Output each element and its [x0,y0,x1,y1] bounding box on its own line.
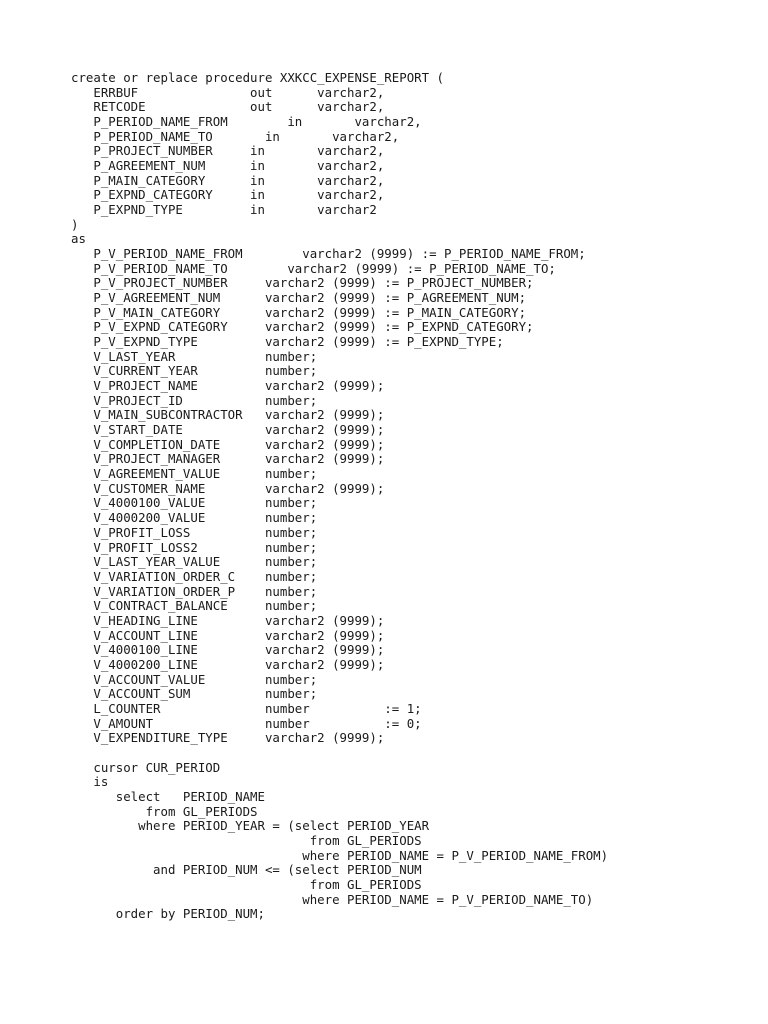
code-line: V_CUSTOMER_NAME varchar2 (9999); [71,480,385,496]
code-line: V_CONTRACT_BALANCE number; [71,598,318,614]
code-line: from GL_PERIODS [71,803,258,819]
code-line: L_COUNTER number := 1; [71,700,422,716]
code-line: V_4000100_LINE varchar2 (9999); [71,642,385,658]
code-line: P_V_EXPND_TYPE varchar2 (9999) := P_EXPND_TYPE; [71,334,504,350]
code-line: where PERIOD_NAME = P_V_PERIOD_NAME_TO) [71,891,594,907]
code-listing [71,71,608,922]
code-line: P_PROJECT_NUMBER in varchar2, [71,143,385,159]
code-line: P_V_PERIOD_NAME_TO varchar2 (9999) := P_PERIOD_NAME_TO; [71,260,556,276]
code-line: select PERIOD_NAME [71,788,265,804]
code-line: V_ACCOUNT_VALUE number; [71,671,318,687]
code-line: V_LAST_YEAR number; [71,348,318,364]
code-line: P_AGREEMENT_NUM in varchar2, [71,158,385,174]
code-line: P_V_PERIOD_NAME_FROM varchar2 (9999) := P_PERIOD_NAME_FROM; [71,246,586,262]
code-line: V_START_DATE varchar2 (9999); [71,422,385,438]
code-line: P_V_AGREEMENT_NUM varchar2 (9999) := P_AGREEMENT_NUM; [71,290,527,306]
code-line: cursor CUR_PERIOD [71,759,221,775]
code-line: order by PERIOD_NUM; [71,906,265,922]
code-line: P_PERIOD_NAME_FROM in varchar2, [71,114,422,130]
code-line: from GL_PERIODS [71,832,422,848]
code-line: V_PROFIT_LOSS number; [71,524,318,540]
code-line: P_V_MAIN_CATEGORY varchar2 (9999) := P_MAIN_CATEGORY; [71,304,527,320]
code-line: ERRBUF out varchar2, [71,84,385,100]
code-line: V_HEADING_LINE varchar2 (9999); [71,612,385,628]
code-line: V_VARIATION_ORDER_C number; [71,568,318,584]
code-line: V_4000100_VALUE number; [71,495,318,511]
code-line: V_EXPENDITURE_TYPE varchar2 (9999); [71,730,385,746]
code-line: where PERIOD_YEAR = (select PERIOD_YEAR [71,818,430,834]
code-line: P_EXPND_TYPE in varchar2 [71,202,377,218]
code-line: V_MAIN_SUBCONTRACTOR varchar2 (9999); [71,407,385,423]
code-line: V_CURRENT_YEAR number; [71,363,318,379]
code-line: V_LAST_YEAR_VALUE number; [71,554,318,570]
code-line: from GL_PERIODS [71,876,422,892]
code-line: as [71,231,86,247]
code-line: P_MAIN_CATEGORY in varchar2, [71,172,385,188]
code-line: V_PROJECT_MANAGER varchar2 (9999); [71,451,385,467]
code-line: V_PROJECT_ID number; [71,392,318,408]
code-line: V_PROFIT_LOSS2 number; [71,539,318,555]
code-line: P_PERIOD_NAME_TO in varchar2, [71,128,400,144]
code-line: and PERIOD_NUM <= (select PERIOD_NUM [71,862,422,878]
code-line: ) [71,216,79,232]
code-line: create or replace procedure XXKCC_EXPENSE_REPORT ( [71,70,444,85]
code-line: P_V_EXPND_CATEGORY varchar2 (9999) := P_EXPND_CATEGORY; [71,319,534,335]
code-line: V_4000200_LINE varchar2 (9999); [71,656,385,672]
code-line: V_ACCOUNT_LINE varchar2 (9999); [71,627,385,643]
code-line: V_ACCOUNT_SUM number; [71,686,318,702]
code-line: V_VARIATION_ORDER_P number; [71,583,318,599]
code-line: is [71,774,109,790]
code-line: V_4000200_VALUE number; [71,510,318,526]
code-line: V_COMPLETION_DATE varchar2 (9999); [71,436,385,452]
code-line: V_AMOUNT number := 0; [71,715,422,731]
code-line: V_PROJECT_NAME varchar2 (9999); [71,378,385,394]
code-line: P_V_PROJECT_NUMBER varchar2 (9999) := P_PROJECT_NUMBER; [71,275,534,291]
code-line: RETCODE out varchar2, [71,99,385,115]
code-line: P_EXPND_CATEGORY in varchar2, [71,187,385,203]
code-line: where PERIOD_NAME = P_V_PERIOD_NAME_FROM) [71,847,609,863]
code-line: V_AGREEMENT_VALUE number; [71,466,318,482]
code-line [71,746,608,761]
